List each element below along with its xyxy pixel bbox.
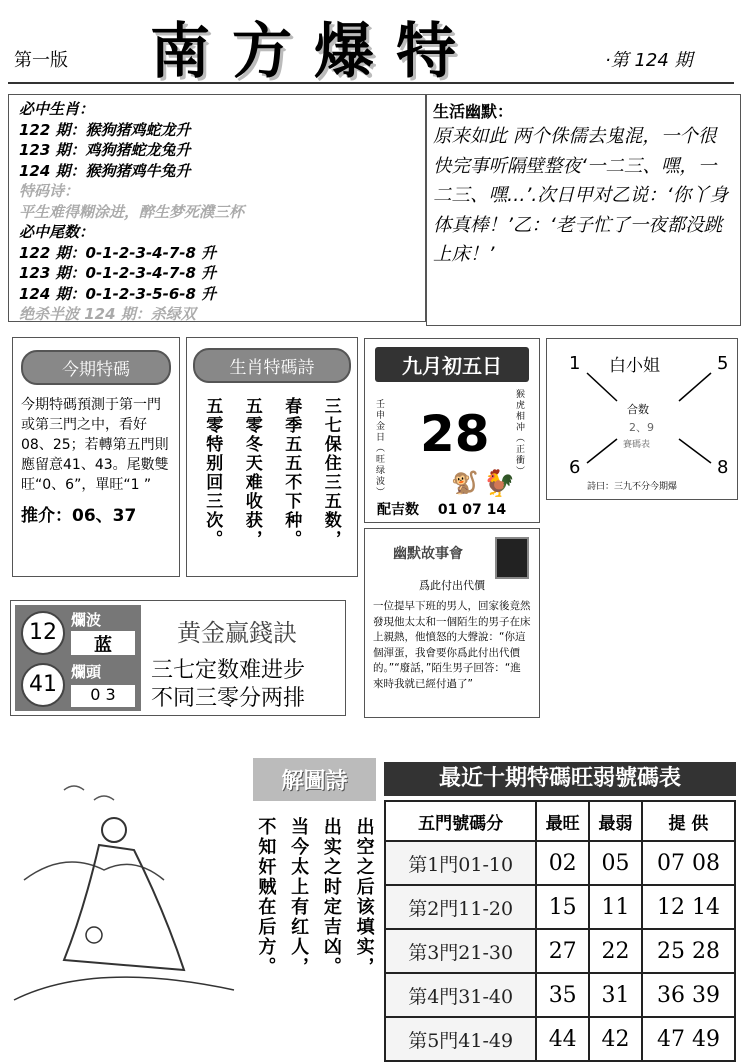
poem-line: 平生难得糊涂进，醉生梦死濮三杯	[19, 202, 245, 221]
jietu-column: 不知奸贼在后方。	[255, 817, 277, 977]
corner-number: 6	[569, 457, 581, 478]
table-cell: 第1門01-10	[385, 841, 536, 885]
forecast-title: 今期特碼	[21, 350, 171, 385]
gold-title: 黄金赢錢訣	[177, 619, 297, 647]
jietu-column: 当今太上有红人，	[288, 817, 310, 977]
table-cell: 第3門21-30	[385, 929, 536, 973]
table-cell: 第2門11-20	[385, 885, 536, 929]
table-cell: 第4門31-40	[385, 973, 536, 1017]
jietu-column: 出空之后该填实，	[353, 817, 375, 977]
poem-column: 五零特别回三次。	[202, 397, 223, 549]
tail-line: 122 期：0-1-2-3-4-7-8 升	[19, 243, 217, 262]
issue-number: ·第 124 期	[605, 50, 693, 71]
story-panel	[364, 528, 540, 718]
zodiac-poem-title: 生肖特碼詩	[193, 348, 351, 383]
header-rule	[8, 82, 734, 84]
hot-cold-table	[384, 800, 736, 1062]
table-header: 最旺	[536, 801, 589, 841]
gold-tag: 爛波	[71, 611, 102, 629]
table-row	[385, 973, 735, 1017]
humor-text: 原来如此 两个侏儒去鬼混，一个很快完事听隔壁整夜‘一二三、嘿，一二三、嘿…’.次日甲对乙说：‘你丫身体真棒！’乙：‘老子忙了一夜都没跳上床！’	[433, 126, 729, 265]
table-cell: 27	[536, 929, 589, 973]
miss-sub: 賽碼表	[623, 440, 651, 450]
miss-footer: 詩曰：三九不分今期爆	[587, 482, 678, 492]
edition-label: 第一版	[14, 50, 68, 71]
zodiac-line: 124 期：猴狗猪鸡牛兔升	[19, 161, 191, 180]
arrows-icon	[547, 339, 737, 499]
zodiac-poem-panel	[186, 337, 358, 577]
miss-values: 2、9	[629, 421, 654, 434]
table-row	[385, 841, 735, 885]
poem-title: 特码诗：	[19, 182, 80, 200]
gold-left-block	[15, 605, 141, 711]
scholar-illustration	[4, 760, 244, 1015]
table-cell: 42	[589, 1017, 642, 1061]
table-header: 最弱	[589, 801, 642, 841]
gold-line: 三七定数难进步	[151, 658, 306, 683]
tail-line: 123 期：0-1-2-3-4-7-8 升	[19, 264, 217, 282]
gold-panel	[10, 600, 346, 716]
humor-panel	[426, 94, 741, 326]
jietu-poem-panel	[249, 754, 380, 1016]
calendar-left-note: 壬申金日（旺绿波）	[374, 399, 384, 498]
rooster-icon: 🐓	[483, 469, 516, 499]
table-cell: 02	[536, 841, 589, 885]
tail-line: 124 期：0-1-2-3-5-6-8 升	[19, 284, 217, 303]
story-text: 一位提早下班的男人，回家後竟然發現他太太和一個陌生的男子在床上親熱，他憤怒的大聲說：“你這個渾蛋，我會要你爲此付出代價的。”“廢話，”陌生男子回答：“進來時我就已經付過了”	[373, 600, 531, 690]
corner-number: 1	[569, 353, 581, 374]
miss-label: 合数	[627, 403, 649, 416]
miss-title: 白小姐	[609, 356, 660, 376]
table-cell: 22	[589, 929, 642, 973]
poem-column: 春季五五不下种。	[281, 397, 302, 549]
gold-tag: 爛頭	[71, 663, 102, 681]
story-subtitle: 爲此付出代價	[419, 579, 485, 592]
gold-value: 蓝	[71, 631, 135, 655]
zodiac-line: 122 期：猴狗猪鸡蛇龙升	[19, 120, 191, 139]
calendar-right-note: 猴虎相冲（正衝）	[514, 389, 524, 477]
table-header: 提 供	[642, 801, 735, 841]
miss-card	[546, 338, 738, 500]
calendar-card	[364, 338, 540, 523]
table-cell: 25 28	[642, 929, 735, 973]
table-cell: 第5門41-49	[385, 1017, 536, 1061]
table-cell: 05	[589, 841, 642, 885]
table-row	[385, 929, 735, 973]
forecast-text: 今期特碼預測于第一門或第三門之中，看好08、25；若轉第五門則應留意41、43。尾數雙旺“0、6”，單旺“1 ”	[21, 397, 169, 493]
story-title: 幽默故事會	[393, 546, 463, 562]
calendar-day: 28	[420, 405, 490, 463]
monkey-icon: 🐒	[451, 471, 479, 496]
zodiac-title: 必中生肖：	[19, 100, 95, 118]
number-circle: 12	[21, 611, 65, 655]
table-cell: 31	[589, 973, 642, 1017]
pick-values: 06、37	[72, 506, 137, 526]
table-row	[385, 885, 735, 929]
table-header: 五門號碼分	[385, 801, 536, 841]
forecast-pick	[21, 501, 171, 526]
pick-label: 推介：	[21, 506, 72, 526]
calendar-header: 九月初五日	[375, 347, 529, 382]
table-cell: 11	[589, 885, 642, 929]
table-header-row	[385, 801, 735, 841]
corner-number: 8	[717, 457, 729, 478]
book-icon	[495, 537, 529, 579]
jietu-title: 解圖詩	[253, 758, 376, 801]
zodiac-poem-columns	[193, 397, 351, 549]
poem-column: 三七保住三五数，	[320, 397, 341, 549]
kill-line: 绝杀半波 124 期：杀绿双	[19, 305, 196, 323]
corner-number: 5	[717, 353, 729, 374]
humor-title: 生活幽默：	[433, 102, 514, 121]
forecast-panel	[12, 337, 180, 577]
table-cell: 15	[536, 885, 589, 929]
calendar-combo	[377, 499, 506, 519]
table-cell: 36 39	[642, 973, 735, 1017]
tail-title: 必中尾数：	[19, 223, 95, 241]
zodiac-line: 123 期：鸡狗猪蛇龙兔升	[19, 141, 191, 159]
jietu-columns	[249, 817, 380, 977]
table-cell: 47 49	[642, 1017, 735, 1061]
gold-line: 不同三零分两排	[151, 686, 306, 711]
table-cell: 07 08	[642, 841, 735, 885]
combo-values: 01 07 14	[437, 502, 507, 518]
number-circle: 41	[21, 663, 65, 707]
table-cell: 44	[536, 1017, 589, 1061]
table-title: 最近十期特碼旺弱號碼表	[384, 762, 736, 796]
gold-value: 0 3	[71, 685, 135, 707]
combo-label: 配吉数	[377, 502, 419, 518]
predictions-panel	[8, 94, 426, 322]
table-cell: 12 14	[642, 885, 735, 929]
masthead-title: 南方爆特	[150, 17, 478, 87]
jietu-column: 出实之时定吉凶。	[320, 817, 342, 977]
table-cell: 35	[536, 973, 589, 1017]
poem-column: 五零冬天难收获，	[241, 397, 262, 549]
